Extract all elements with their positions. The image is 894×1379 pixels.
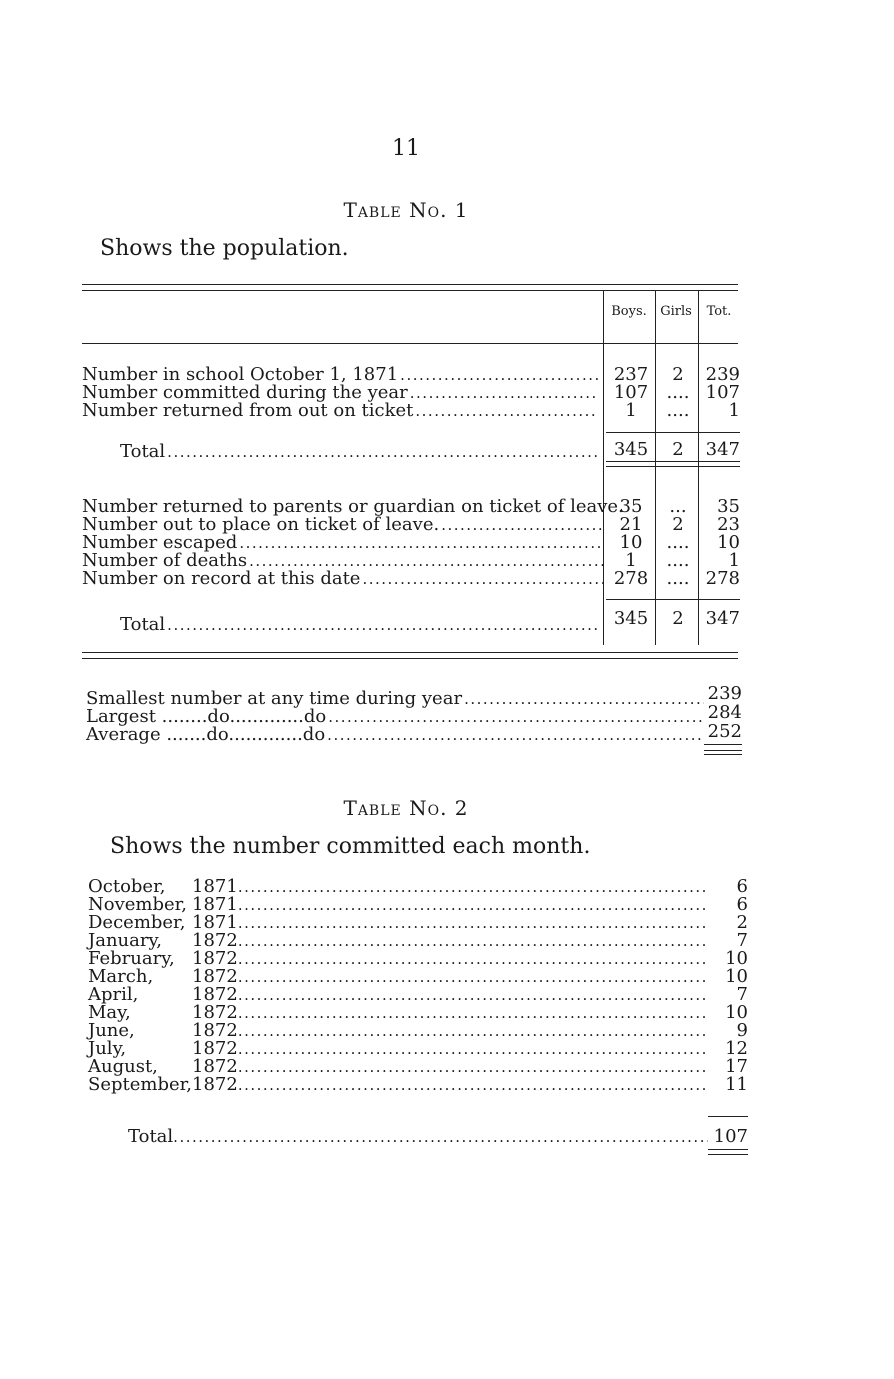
month-value: 7 — [736, 930, 748, 951]
total-value: 107 — [705, 382, 740, 403]
total2-total: 347 — [705, 608, 740, 629]
total-value: 23 — [717, 514, 740, 535]
table1-section2 — [82, 496, 624, 589]
month-value: 6 — [736, 894, 748, 915]
summary-value: 252 — [707, 721, 742, 742]
boys-value: 107 — [613, 382, 649, 403]
total-value: 10 — [717, 532, 740, 553]
table2-subtitle: Shows the number committed each month. — [110, 834, 591, 859]
total-value: 1 — [728, 400, 740, 421]
year-label: 1871 — [192, 876, 238, 897]
year-label: 1872 — [192, 948, 238, 969]
year-label: 1871 — [192, 912, 238, 933]
column-divider-2 — [655, 290, 656, 645]
year-label: 1872 — [192, 930, 238, 951]
table2-rows — [88, 878, 748, 1094]
month-value: 10 — [725, 1002, 748, 1023]
girls-value: 2 — [672, 364, 684, 385]
month-value: 6 — [736, 876, 748, 897]
summary-row — [86, 726, 704, 744]
table1-summary — [86, 690, 704, 744]
total-label: Total — [120, 614, 166, 635]
year-label: 1872 — [192, 1074, 238, 1095]
month-value: 9 — [736, 1020, 748, 1041]
total1-total: 347 — [705, 439, 740, 460]
year-label: 1872 — [192, 1056, 238, 1077]
month-value: 2 — [736, 912, 748, 933]
table2-subtotal-rule — [708, 1116, 748, 1117]
month-label: July, — [88, 1038, 127, 1059]
table-row — [82, 402, 598, 420]
month-label: August, — [88, 1056, 158, 1077]
column-header-boys: Boys. — [611, 304, 647, 319]
total-value: 278 — [705, 568, 740, 589]
row-label: Number returned to parents or guardian on ticket of leave. — [82, 496, 624, 517]
table1-subtitle: Shows the population. — [100, 236, 349, 261]
total1-boys: 345 — [613, 439, 649, 460]
summary-rule-3 — [704, 754, 742, 755]
table1-total1 — [120, 443, 598, 461]
list-item — [88, 914, 748, 932]
month-label: January, — [88, 930, 162, 951]
girls-values-2 — [657, 498, 699, 588]
table2-total-rule-2 — [708, 1154, 748, 1155]
list-item — [88, 1076, 748, 1094]
list-item — [88, 1004, 748, 1022]
total-value: 1 — [728, 550, 740, 571]
total-values-1 — [700, 366, 740, 420]
summary-rule — [704, 744, 742, 745]
year-label: 1872 — [192, 1038, 238, 1059]
summary-label: Smallest number at any time during year — [86, 688, 463, 709]
month-value: 12 — [725, 1038, 748, 1059]
total-value: 35 — [717, 496, 740, 517]
girls-value: .... — [666, 550, 690, 571]
boys-value: 35 — [619, 496, 643, 517]
total1-girls: 2 — [672, 439, 684, 460]
list-item — [88, 950, 748, 968]
total1-double-rule-2 — [606, 466, 740, 467]
girls-value: .... — [666, 532, 690, 553]
column-header-total: Tot. — [706, 304, 732, 319]
list-item — [88, 1022, 748, 1040]
boys-values-2 — [606, 498, 656, 588]
month-value: 17 — [725, 1056, 748, 1077]
boys-value: 278 — [613, 568, 649, 589]
month-label: May, — [88, 1002, 131, 1023]
girls-value: .... — [666, 400, 690, 421]
month-value: 7 — [736, 984, 748, 1005]
total-value: 239 — [705, 364, 740, 385]
list-item — [88, 1040, 748, 1058]
month-value: 10 — [725, 948, 748, 969]
month-label: April, — [88, 984, 139, 1005]
table1-header-rule — [82, 343, 738, 344]
row-label: Number out to place on ticket of leave. — [82, 514, 440, 535]
year-label: 1872 — [192, 1020, 238, 1041]
table-row — [82, 570, 604, 588]
table1-total2 — [120, 616, 598, 634]
year-label: 1872 — [192, 966, 238, 987]
month-label: November, — [88, 894, 187, 915]
summary-label: Largest ........do.............do — [86, 706, 327, 727]
girls-values-1 — [657, 366, 699, 420]
year-label: 1872 — [192, 984, 238, 1005]
boys-values-1 — [606, 366, 656, 420]
row-label: Number of deaths — [82, 550, 248, 571]
list-item — [88, 986, 748, 1004]
summary-values — [704, 684, 742, 741]
table1-bottom-rule-2 — [82, 658, 738, 659]
girls-value: ... — [669, 496, 687, 517]
list-item — [88, 932, 748, 950]
total-values-2 — [700, 498, 740, 588]
row-label: Number in school October 1, 1871 — [82, 364, 399, 385]
summary-value: 284 — [707, 702, 742, 723]
month-label: September, — [88, 1074, 192, 1095]
month-label: March, — [88, 966, 154, 987]
month-label: June, — [88, 1020, 135, 1041]
year-label: 1871 — [192, 894, 238, 915]
boys-value: 1 — [625, 550, 637, 571]
table1-bottom-rule — [82, 652, 738, 653]
row-label: Number on record at this date — [82, 568, 361, 589]
year-label: 1872 — [192, 1002, 238, 1023]
total2-girls: 2 — [672, 608, 684, 629]
summary-rule-2 — [704, 750, 742, 751]
total1-double-rule — [606, 461, 740, 462]
boys-value: 10 — [619, 532, 643, 553]
month-label: October, — [88, 876, 166, 897]
summary-value: 239 — [707, 683, 742, 704]
table1-title: Table No. 1 — [343, 198, 469, 222]
table2-total-rule — [708, 1149, 748, 1150]
month-label: December, — [88, 912, 186, 933]
total-label: Total — [120, 441, 166, 462]
list-item — [88, 896, 748, 914]
boys-value: 21 — [619, 514, 643, 535]
table1-top-rule-2 — [82, 290, 738, 291]
month-value: 10 — [725, 966, 748, 987]
boys-value: 237 — [613, 364, 649, 385]
girls-value: .... — [666, 568, 690, 589]
column-header-girls: Girls — [660, 304, 692, 319]
list-item — [88, 878, 748, 896]
subtotal-rule-2 — [606, 599, 740, 600]
table2-title: Table No. 2 — [343, 796, 469, 820]
table2-total — [128, 1128, 748, 1146]
month-value: 11 — [725, 1074, 748, 1095]
total2-boys: 345 — [613, 608, 649, 629]
column-divider-3 — [698, 290, 699, 645]
row-label: Number committed during the year — [82, 382, 408, 403]
summary-label: Average .......do.............do — [86, 724, 326, 745]
row-label: Number returned from out on ticket — [82, 400, 414, 421]
boys-value: 1 — [625, 400, 637, 421]
girls-value: .... — [666, 382, 690, 403]
subtotal-rule — [606, 432, 740, 433]
total-value: 107 — [713, 1126, 748, 1147]
list-item — [88, 968, 748, 986]
month-label: February, — [88, 948, 175, 969]
table1-section1 — [82, 366, 598, 420]
table1-top-rule — [82, 284, 738, 285]
page-number: 11 — [392, 136, 420, 161]
total-label: Total — [128, 1126, 174, 1147]
girls-value: 2 — [672, 514, 684, 535]
column-divider-1 — [603, 290, 604, 645]
row-label: Number escaped — [82, 532, 238, 553]
